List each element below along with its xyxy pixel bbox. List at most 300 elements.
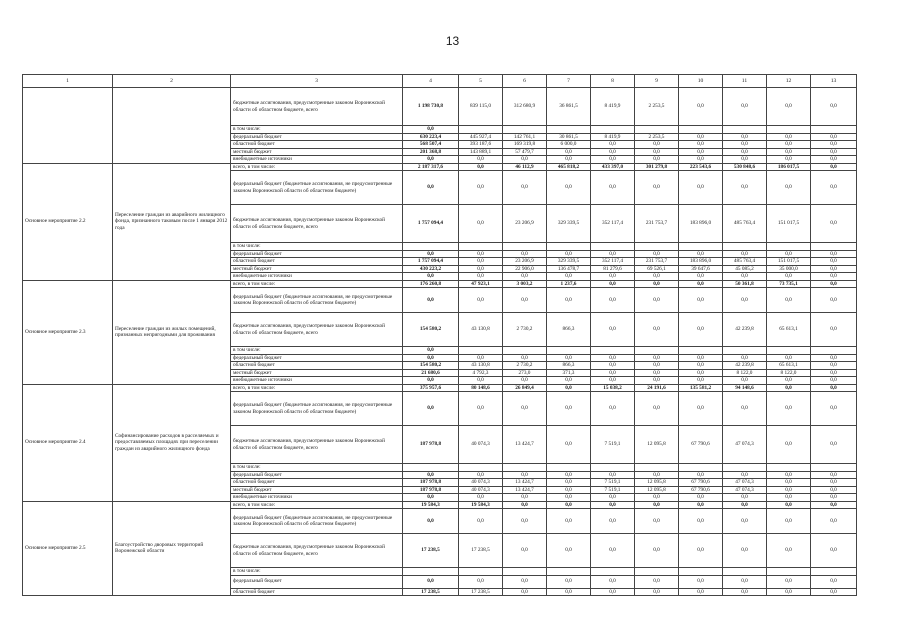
year-value-cell [459,126,503,134]
year-value-cell: 0,0 [723,133,767,141]
year-value-cell: 2 730,2 [503,313,547,347]
year-value-cell: 0,0 [723,148,767,156]
year-value-cell: 0,0 [679,471,723,479]
year-value-cell: 0,0 [591,156,635,164]
year-value-cell: 352 117,4 [591,258,635,266]
year-value-cell: 0,0 [811,575,857,588]
year-value-cell: 393 187,6 [459,141,503,149]
year-value-cell: 23 206,9 [503,258,547,266]
year-value-cell: 15 038,2 [591,384,635,392]
year-value-cell: 0,0 [679,362,723,370]
year-value-cell: 0,0 [591,392,635,426]
year-value-cell: 0,0 [591,362,635,370]
total-cell: 630 223,4 [403,133,459,141]
page-number: 13 [445,34,460,48]
event-name-cell: Благоустройство дворовых территорий Воронежской области [113,501,231,596]
year-value-cell: 0,0 [635,354,679,362]
year-value-cell: 0,0 [459,205,503,243]
year-value-cell [723,126,767,134]
year-value-cell: 0,0 [767,501,811,509]
funding-source-cell: федеральный бюджет (бюджетные ассигнования, не предусмотренные законом Воронежской области об областном бюджете) [231,509,403,534]
year-value-cell: 143 889,1 [459,148,503,156]
year-value-cell: 0,0 [679,313,723,347]
year-value-cell: 67 790,6 [679,486,723,494]
total-cell: 0,0 [403,354,459,362]
year-value-cell [503,243,547,251]
year-value-cell [811,464,857,472]
year-value-cell: 0,0 [503,534,547,568]
year-value-cell: 0,0 [547,494,591,502]
funding-source-cell: бюджетные ассигнования, предусмотренные законом Воронежской области об областном бюджете, всего [231,88,403,126]
year-value-cell: 0,0 [811,258,857,266]
year-value-cell: 0,0 [723,354,767,362]
year-value-cell: 6 000,0 [547,141,591,149]
year-value-cell: 8 122,0 [723,369,767,377]
year-value-cell: 0,0 [767,377,811,385]
year-value-cell: 0,0 [767,392,811,426]
year-value-cell: 47 923,1 [459,280,503,288]
column-header-7: 7 [547,75,591,88]
funding-source-cell: внебюджетные источники [231,156,403,164]
year-value-cell: 0,0 [811,250,857,258]
year-value-cell: 371,3 [547,369,591,377]
year-value-cell [547,568,591,576]
year-value-cell: 0,0 [767,509,811,534]
total-cell: 0,0 [403,509,459,534]
year-value-cell: 0,0 [679,288,723,313]
year-value-cell: 329 339,5 [547,258,591,266]
funding-source-cell: бюджетные ассигнования, предусмотренные законом Воронежской области об областном бюджете, всего [231,426,403,464]
year-value-cell: 0,0 [811,377,857,385]
total-cell [403,243,459,251]
table-body [23,88,857,596]
year-value-cell [503,464,547,472]
year-value-cell: 0,0 [635,534,679,568]
year-value-cell: 36 861,5 [547,88,591,126]
year-value-cell: 47 074,3 [723,426,767,464]
funding-source-cell: всего, в том числе: [231,384,403,392]
year-value-cell: 0,0 [503,377,547,385]
year-value-cell: 0,0 [547,148,591,156]
year-value-cell [723,347,767,355]
year-value-cell: 231 753,7 [635,258,679,266]
year-value-cell [503,568,547,576]
year-value-cell: 0,0 [591,501,635,509]
year-value-cell: 40 074,3 [459,486,503,494]
year-value-cell: 0,0 [811,534,857,568]
funding-source-cell: федеральный бюджет (бюджетные ассигнования, не предусмотренные законом Воронежской области об областном бюджете) [231,288,403,313]
year-value-cell: 0,0 [723,588,767,596]
year-value-cell: 136 478,7 [547,265,591,273]
year-value-cell: 0,0 [459,171,503,205]
table-row [23,280,857,288]
funding-source-cell: в том числе: [231,464,403,472]
year-value-cell: 0,0 [767,141,811,149]
table-row [23,501,857,509]
year-value-cell: 0,0 [459,265,503,273]
year-value-cell: 0,0 [723,392,767,426]
year-value-cell: 0,0 [547,354,591,362]
year-value-cell: 0,0 [679,494,723,502]
year-value-cell: 0,0 [547,377,591,385]
year-value-cell: 0,0 [503,494,547,502]
year-value-cell: 39 647,6 [679,265,723,273]
year-value-cell: 0,0 [767,494,811,502]
year-value-cell: 0,0 [811,362,857,370]
year-value-cell: 0,0 [767,156,811,164]
year-value-cell: 73 735,1 [767,280,811,288]
year-value-cell [679,464,723,472]
funding-source-cell: местный бюджет [231,369,403,377]
year-value-cell: 46 112,9 [503,163,547,171]
total-cell: 430 223,2 [403,265,459,273]
funding-source-cell: бюджетные ассигнования, предусмотренные законом Воронежской области об областном бюджете, всего [231,534,403,568]
total-cell: 187 978,8 [403,479,459,487]
total-cell: 154 580,2 [403,362,459,370]
year-value-cell: 0,0 [547,273,591,281]
funding-source-cell: в том числе: [231,126,403,134]
year-value-cell: 22 906,0 [503,265,547,273]
total-cell: 0,0 [403,171,459,205]
year-value-cell: 0,0 [591,280,635,288]
year-value-cell: 183 896,0 [679,205,723,243]
year-value-cell [547,464,591,472]
year-value-cell: 94 148,6 [723,384,767,392]
year-value-cell: 30 861,5 [547,133,591,141]
year-value-cell: 0,0 [723,171,767,205]
year-value-cell: 485 763,4 [723,205,767,243]
year-value-cell: 866,3 [547,362,591,370]
year-value-cell: 0,0 [811,288,857,313]
year-value-cell: 329 339,5 [547,205,591,243]
year-value-cell: 0,0 [679,141,723,149]
year-value-cell: 81 279,6 [591,265,635,273]
year-value-cell: 0,0 [547,501,591,509]
year-value-cell: 0,0 [591,288,635,313]
funding-source-cell: в том числе: [231,243,403,251]
funding-source-cell: в том числе: [231,347,403,355]
year-value-cell [811,126,857,134]
year-value-cell: 0,0 [723,377,767,385]
year-value-cell: 0,0 [547,156,591,164]
year-value-cell: 445 927,4 [459,133,503,141]
column-header-11: 11 [723,75,767,88]
year-value-cell [503,126,547,134]
year-value-cell: 0,0 [591,377,635,385]
year-value-cell: 0,0 [679,369,723,377]
total-cell: 1 757 094,4 [403,205,459,243]
year-value-cell: 0,0 [635,501,679,509]
year-value-cell: 47 074,3 [723,486,767,494]
year-value-cell: 0,0 [679,575,723,588]
year-value-cell: 0,0 [503,509,547,534]
year-value-cell: 0,0 [767,534,811,568]
funding-source-cell: федеральный бюджет [231,471,403,479]
year-value-cell [503,347,547,355]
year-value-cell: 0,0 [723,575,767,588]
year-value-cell: 0,0 [547,384,591,392]
year-value-cell: 0,0 [767,273,811,281]
year-value-cell: 0,0 [723,273,767,281]
year-value-cell: 8 419,9 [591,133,635,141]
year-value-cell: 0,0 [547,479,591,487]
year-value-cell: 12 095,8 [635,479,679,487]
year-value-cell: 0,0 [635,575,679,588]
year-value-cell: 0,0 [547,288,591,313]
year-value-cell: 0,0 [767,575,811,588]
year-value-cell: 0,0 [767,479,811,487]
year-value-cell [547,347,591,355]
year-value-cell: 0,0 [811,265,857,273]
year-value-cell: 0,0 [503,156,547,164]
funding-source-cell: бюджетные ассигнования, предусмотренные законом Воронежской области об областном бюджете, всего [231,205,403,243]
table-row [23,384,857,392]
year-value-cell: 0,0 [547,471,591,479]
year-value-cell [459,243,503,251]
year-value-cell: 0,0 [459,250,503,258]
year-value-cell: 0,0 [679,133,723,141]
year-value-cell: 0,0 [591,354,635,362]
year-value-cell: 0,0 [591,575,635,588]
funding-source-cell: внебюджетные источники [231,494,403,502]
funding-source-cell: в том числе: [231,568,403,576]
column-header-8: 8 [591,75,635,88]
year-value-cell: 0,0 [635,377,679,385]
year-value-cell: 7 519,1 [591,426,635,464]
year-value-cell: 0,0 [767,250,811,258]
year-value-cell: 0,0 [503,273,547,281]
year-value-cell: 0,0 [503,575,547,588]
year-value-cell: 42 239,8 [723,313,767,347]
total-cell: 1 198 730,8 [403,88,459,126]
total-cell: 17 238,5 [403,534,459,568]
year-value-cell: 352 117,4 [591,205,635,243]
year-value-cell: 0,0 [503,354,547,362]
year-value-cell: 0,0 [635,141,679,149]
total-cell [403,568,459,576]
year-value-cell: 0,0 [547,575,591,588]
year-value-cell: 0,0 [679,88,723,126]
year-value-cell [591,464,635,472]
funding-source-cell: федеральный бюджет (бюджетные ассигнования, не предусмотренные законом Воронежской области об областном бюджете) [231,171,403,205]
year-value-cell: 80 148,6 [459,384,503,392]
year-value-cell: 0,0 [811,280,857,288]
total-cell: 201 368,8 [403,148,459,156]
year-value-cell [679,568,723,576]
column-header-2: 2 [113,75,231,88]
total-cell: 187 978,8 [403,486,459,494]
year-value-cell: 0,0 [811,588,857,596]
year-value-cell: 0,0 [635,171,679,205]
year-value-cell: 13 424,7 [503,479,547,487]
funding-source-cell: всего, в том числе: [231,163,403,171]
year-value-cell: 0,0 [679,156,723,164]
year-value-cell [459,568,503,576]
year-value-cell: 0,0 [679,392,723,426]
year-value-cell: 0,0 [723,494,767,502]
year-value-cell: 0,0 [503,392,547,426]
year-value-cell: 0,0 [811,486,857,494]
total-cell: 0,0 [403,471,459,479]
funding-source-cell: внебюджетные источники [231,377,403,385]
year-value-cell [591,347,635,355]
total-cell: 19 584,3 [403,501,459,509]
funding-source-cell: внебюджетные источники [231,273,403,281]
year-value-cell [591,568,635,576]
year-value-cell: 67 790,6 [679,479,723,487]
year-value-cell: 0,0 [723,250,767,258]
funding-source-cell: всего, в том числе: [231,501,403,509]
year-value-cell: 0,0 [635,148,679,156]
year-value-cell: 0,0 [811,501,857,509]
year-value-cell [679,243,723,251]
column-header-9: 9 [635,75,679,88]
year-value-cell: 43 130,8 [459,362,503,370]
year-value-cell: 0,0 [635,369,679,377]
year-value-cell: 0,0 [767,426,811,464]
year-value-cell: 65 613,1 [767,313,811,347]
year-value-cell: 0,0 [503,171,547,205]
total-cell: 0,0 [403,250,459,258]
year-value-cell [811,568,857,576]
year-value-cell: 0,0 [591,141,635,149]
year-value-cell: 0,0 [811,148,857,156]
year-value-cell: 0,0 [679,377,723,385]
year-value-cell [635,243,679,251]
year-value-cell: 0,0 [459,258,503,266]
year-value-cell: 0,0 [503,250,547,258]
column-header-5: 5 [459,75,503,88]
year-value-cell: 183 896,0 [679,258,723,266]
year-value-cell: 0,0 [635,392,679,426]
year-value-cell [547,243,591,251]
year-value-cell: 0,0 [635,362,679,370]
year-value-cell [635,126,679,134]
year-value-cell: 0,0 [591,313,635,347]
year-value-cell: 0,0 [591,471,635,479]
year-value-cell: 67 790,6 [679,426,723,464]
year-value-cell: 12 095,8 [635,426,679,464]
year-value-cell: 0,0 [723,534,767,568]
funding-source-cell: областной бюджет [231,141,403,149]
year-value-cell: 135 581,2 [679,384,723,392]
year-value-cell [635,347,679,355]
year-value-cell: 0,0 [723,156,767,164]
year-value-cell: 0,0 [723,141,767,149]
year-value-cell: 42 239,8 [723,362,767,370]
year-value-cell: 0,0 [679,273,723,281]
funding-source-cell: федеральный бюджет [231,250,403,258]
year-value-cell: 0,0 [635,313,679,347]
total-cell: 2 187 317,6 [403,163,459,171]
year-value-cell [591,126,635,134]
funding-source-cell: областной бюджет [231,362,403,370]
year-value-cell: 0,0 [679,354,723,362]
column-header-6: 6 [503,75,547,88]
year-value-cell: 0,0 [459,471,503,479]
year-value-cell: 0,0 [679,171,723,205]
total-cell: 0,0 [403,575,459,588]
year-value-cell: 17 238,5 [459,534,503,568]
column-header-4: 4 [403,75,459,88]
year-value-cell: 0,0 [811,313,857,347]
year-value-cell [723,568,767,576]
event-code-cell [23,88,113,164]
year-value-cell: 40 074,3 [459,479,503,487]
total-cell: 154 580,2 [403,313,459,347]
year-value-cell: 0,0 [591,171,635,205]
year-value-cell [459,464,503,472]
year-value-cell: 0,0 [547,534,591,568]
year-value-cell: 0,0 [723,471,767,479]
year-value-cell: 0,0 [503,588,547,596]
column-header-row [23,75,857,88]
year-value-cell: 26 849,4 [503,384,547,392]
year-value-cell: 0,0 [635,588,679,596]
year-value-cell: 0,0 [459,377,503,385]
total-cell: 1 757 094,4 [403,258,459,266]
event-name-cell [113,88,231,164]
year-value-cell: 2 730,2 [503,362,547,370]
year-value-cell: 13 424,7 [503,486,547,494]
year-value-cell: 273,0 [503,369,547,377]
year-value-cell: 0,0 [679,501,723,509]
year-value-cell: 4 792,3 [459,369,503,377]
year-value-cell: 0,0 [811,205,857,243]
year-value-cell: 57 479,7 [503,148,547,156]
total-cell: 21 680,6 [403,369,459,377]
year-value-cell: 301 279,8 [635,163,679,171]
year-value-cell: 0,0 [811,369,857,377]
year-value-cell [767,464,811,472]
total-cell: 0,0 [403,347,459,355]
year-value-cell: 47 074,3 [723,479,767,487]
year-value-cell [767,243,811,251]
year-value-cell: 151 017,5 [767,205,811,243]
year-value-cell: 50 361,8 [723,280,767,288]
year-value-cell [767,347,811,355]
year-value-cell [547,126,591,134]
funding-source-cell: областной бюджет [231,588,403,596]
year-value-cell: 0,0 [723,88,767,126]
column-header-1: 1 [23,75,113,88]
funding-source-cell: местный бюджет [231,148,403,156]
column-header-13: 13 [811,75,857,88]
year-value-cell: 530 848,6 [723,163,767,171]
year-value-cell: 0,0 [767,148,811,156]
total-cell: 187 978,8 [403,426,459,464]
funding-source-cell: всего, в том числе: [231,280,403,288]
year-value-cell: 0,0 [547,509,591,534]
year-value-cell: 1 237,6 [547,280,591,288]
funding-source-cell: областной бюджет [231,258,403,266]
year-value-cell: 0,0 [459,288,503,313]
year-value-cell: 0,0 [767,133,811,141]
total-cell [403,464,459,472]
year-value-cell: 0,0 [767,588,811,596]
year-value-cell: 312 680,9 [503,88,547,126]
funding-source-cell: федеральный бюджет [231,575,403,588]
year-value-cell [811,347,857,355]
event-code-cell: Основное мероприятие 2.2 [23,163,113,280]
year-value-cell [767,568,811,576]
total-cell: 0,0 [403,273,459,281]
year-value-cell: 35 000,0 [767,265,811,273]
year-value-cell: 0,0 [547,171,591,205]
total-cell: 568 507,4 [403,141,459,149]
year-value-cell: 0,0 [635,156,679,164]
year-value-cell: 3 003,2 [503,280,547,288]
